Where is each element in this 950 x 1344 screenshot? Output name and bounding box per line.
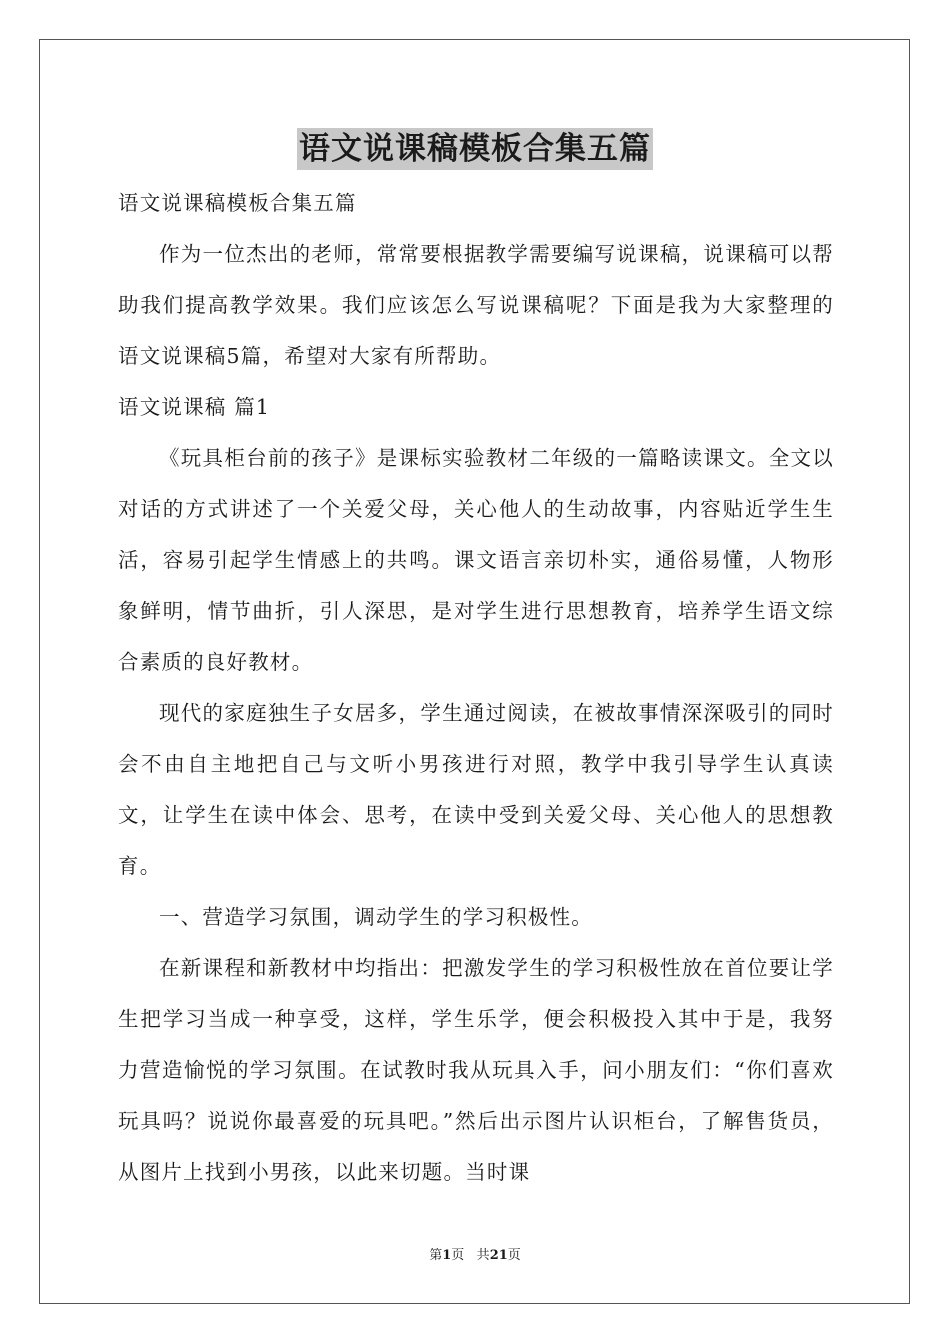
total-pages: 21	[489, 1248, 508, 1263]
title-container	[0, 128, 950, 170]
page-suffix: 页	[451, 1248, 465, 1263]
body-paragraph: 《玩具柜台前的孩子》是课标实验教材二年级的一篇略读课文。全文以对话的方式讲述了一个关爱父母，关心他人的生动故事，内容贴近学生生活，容易引起学生情感上的共鸣。课文语言亲切朴实，通俗易懂，人物形象鲜明，情节曲折，引人深思，是对学生进行思想教育，培养学生语文综合素质的良好教材。	[118, 446, 834, 674]
total-suffix: 页	[507, 1248, 521, 1263]
subtitle-heading: 语文说课稿模板合集五篇	[118, 191, 357, 215]
total-prefix: 共	[476, 1248, 490, 1263]
body-paragraph: 在新课程和新教材中均指出：把激发学生的学习积极性放在首位要让学生把学习当成一种享受，这样，学生乐学，便会积极投入其中于是，我努力营造愉悦的学习氛围。在试教时我从玩具入手，问小朋友们：“你们喜欢玩具吗？说说你最喜爱的玩具吧。”然后出示图片认识柜台，了解售货员，从图片上找到小男孩，以此来切题。当时课	[118, 956, 834, 1184]
document-body	[118, 178, 834, 1198]
intro-paragraph: 作为一位杰出的老师，常常要根据教学需要编写说课稿，说课稿可以帮助我们提高教学效果。我们应该怎么写说课稿呢？下面是我为大家整理的语文说课稿5篇，希望对大家有所帮助。	[118, 242, 834, 368]
numbered-point: 一、营造学习氛围，调动学生的学习积极性。	[159, 905, 593, 929]
page-footer	[0, 1246, 950, 1266]
page-number: 1	[442, 1248, 452, 1263]
document-title: 语文说课稿模板合集五篇	[297, 128, 653, 170]
body-paragraph: 现代的家庭独生子女居多，学生通过阅读，在被故事情深深吸引的同时会不由自主地把自己与文听小男孩进行对照，教学中我引导学生认真读文，让学生在读中体会、思考，在读中受到关爱父母、关心他人的思想教育。	[118, 701, 834, 878]
page-prefix: 第	[429, 1248, 443, 1263]
section-heading: 语文说课稿 篇1	[118, 395, 271, 419]
